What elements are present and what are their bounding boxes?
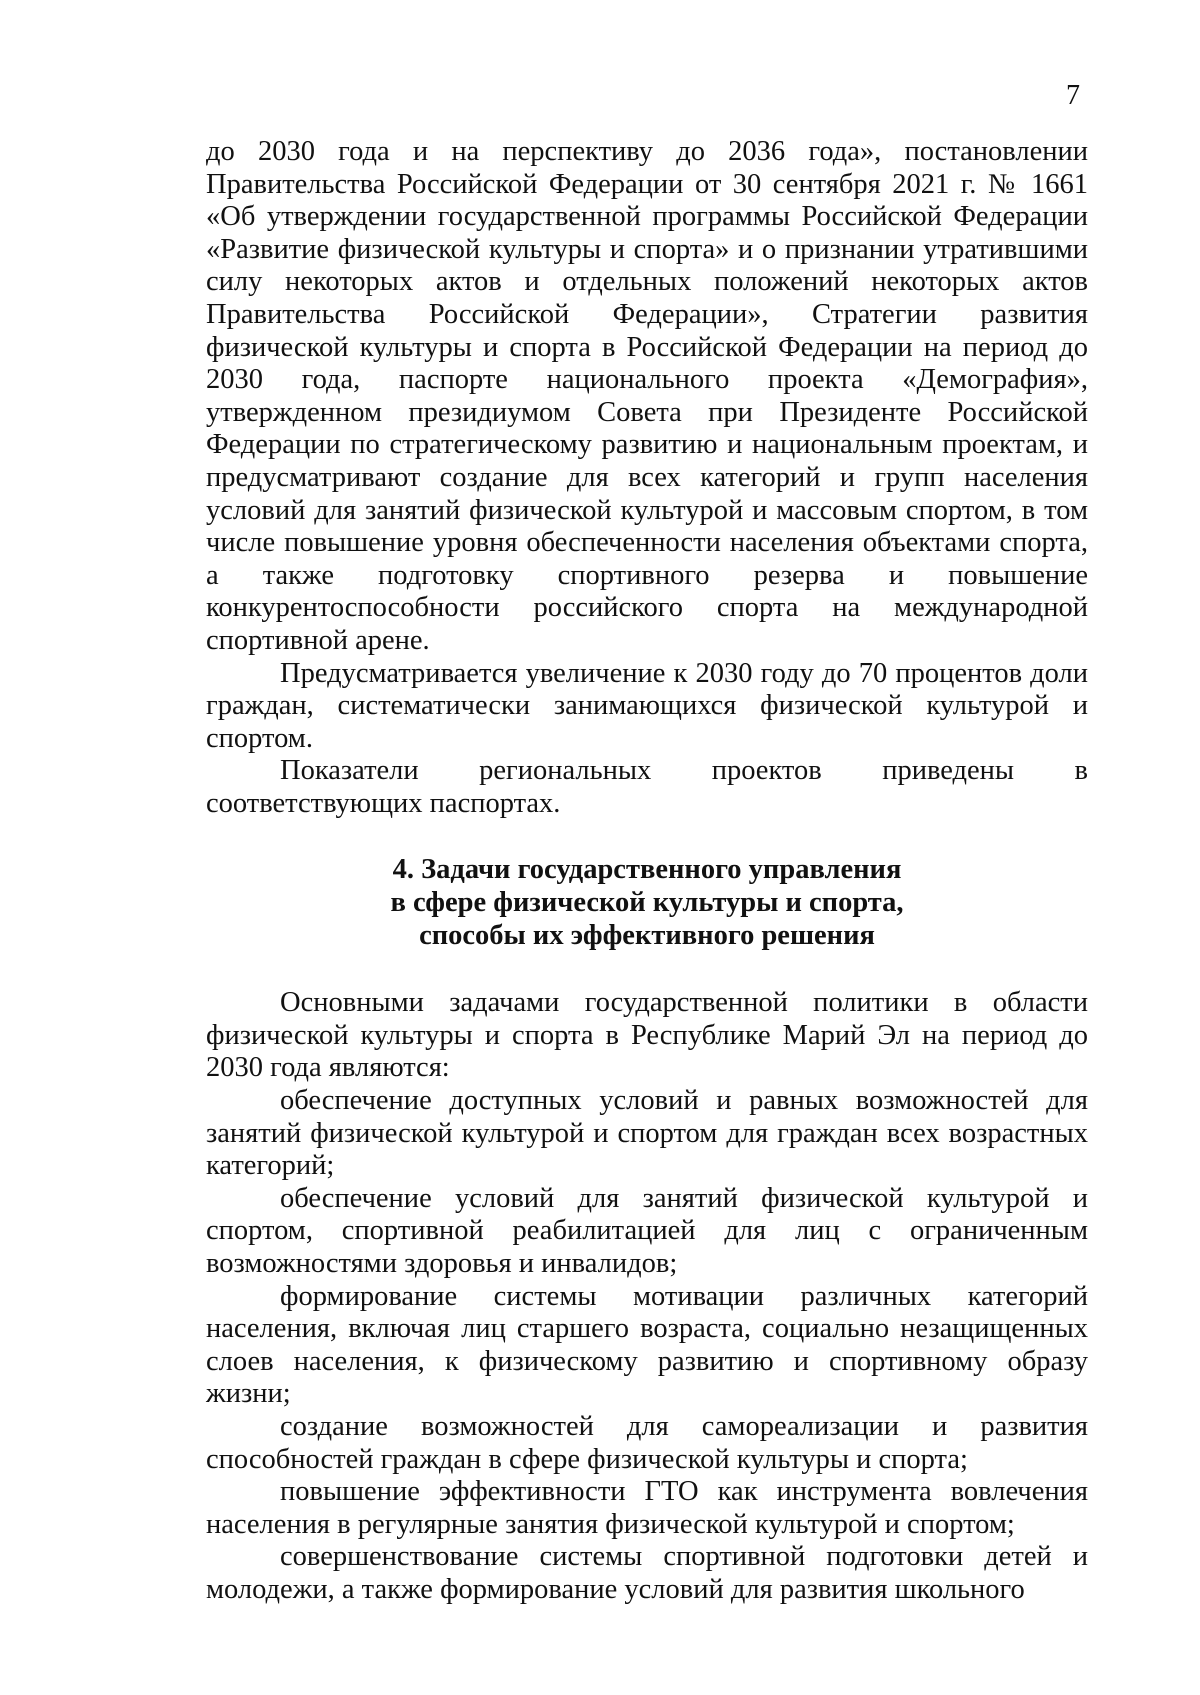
paragraph-continuation: до 2030 года и на перспективу до 2036 года», постановлении Правительства Российской Федерации от 30 сентября 2021 г. № 1661 «Об утверждении государственной программы Российской Федерации «Развитие физической культуры и спорта» и о признании утратившими силу некоторых актов и отдельных положений некоторых актов Правительства Российской Федерации», Стратегии развития физической культуры и спорта в Российской Федерации на период до 2030 года, паспорте национального проекта «Демография», утвержденном президиумом Совета при Президенте Российской Федерации по стратегическому развитию и национальным проектам, и предусматривают создание для всех категорий и групп населения условий для занятий физической культурой и массовым спортом, в том числе повышение уровня обеспеченности населения объектами спорта, а также подготовку спортивного резерва и повышение конкурентоспособности российского спорта на международной спортивной арене. (206, 136, 1088, 656)
list-item-accessible-conditions: обеспечение доступных условий и равных возможностей для занятий физической культурой и спортом для граждан всех возрастных категорий; (206, 1085, 1088, 1182)
paragraph-target-share: Предусматривается увеличение к 2030 году до 70 процентов доли граждан, систематически занимающихся физической культурой и спортом. (206, 657, 1088, 754)
section-heading-line-2: в сфере физической культуры и спорта, (390, 887, 904, 919)
list-item-motivation-system: формирование системы мотивации различных категорий населения, включая лиц старшего возраста, социально незащищенных слоев населения, к физическому развитию и спортивному образу жизни; (206, 1280, 1088, 1410)
section-heading-line-3: способы их эффективного решения (419, 919, 875, 951)
paragraph-indicators: Показатели региональных проектов приведены в соответствующих паспортах. (206, 755, 1088, 819)
paragraph-main-tasks-intro: Основными задачами государственной политики в области физической культуры и спорта в Республике Марий Эл на период до 2030 года являются: (206, 987, 1088, 1084)
section-heading-line-1: 4. Задачи государственного управления (392, 854, 902, 886)
list-item-gto-efficiency: повышение эффективности ГТО как инструмента вовлечения населения в регулярные занятия физической культурой и спортом; (206, 1476, 1088, 1540)
list-item-disabled-persons: обеспечение условий для занятий физической культурой и спортом, спортивной реабилитацией для лиц с ограниченным возможностями здоровья и инвалидов; (206, 1182, 1088, 1279)
section-heading (206, 854, 1088, 952)
document-body (206, 136, 1088, 1607)
list-item-self-realization: создание возможностей для самореализации и развития способностей граждан в сфере физической культуры и спорта; (206, 1410, 1088, 1475)
list-item-sports-training: совершенствование системы спортивной подготовки детей и молодежи, а также формирование условий для развития школьного (206, 1541, 1088, 1605)
page-number: 7 (1066, 80, 1080, 111)
